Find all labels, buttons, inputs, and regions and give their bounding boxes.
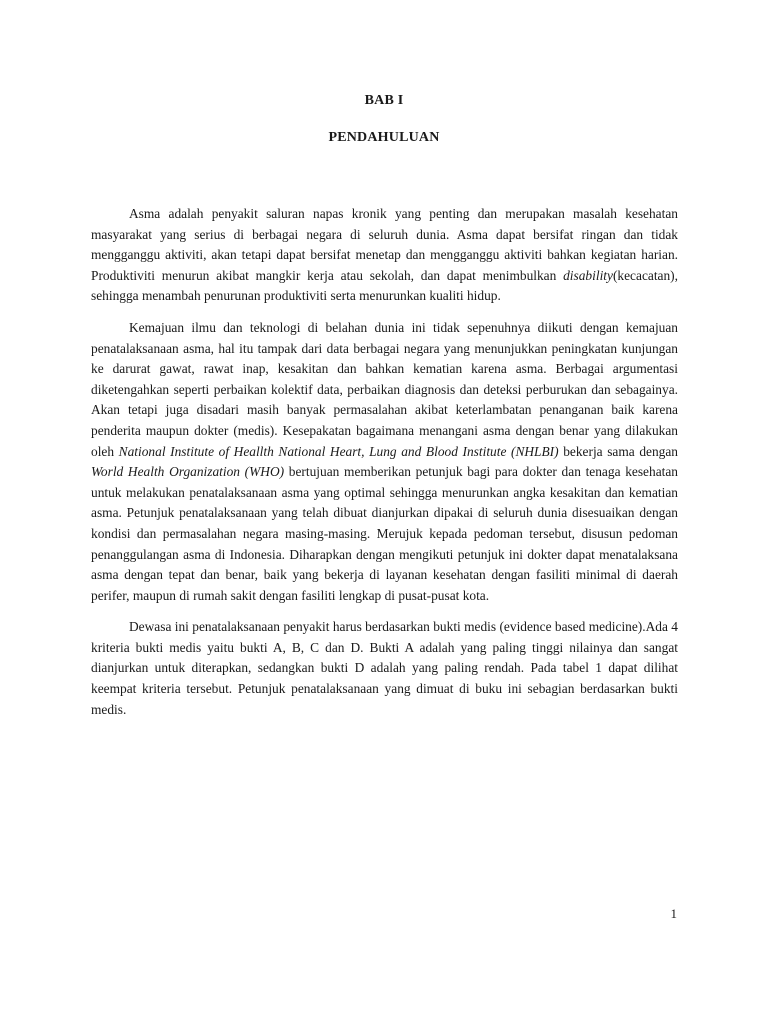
text-run: Kemajuan ilmu dan teknologi di belahan dunia ini tidak sepenuhnya diikuti dengan kemajuan penatalaksanaan asma, hal itu tampak dari data berbagai negara yang menunjukkan peningkatan kunjungan ke darurat gawat, rawat inap, kesakitan dan bahkan kematian karena asma. Berbagai argumentasi diketengahkan seperti perbaikan kolektif data, perbaikan diagnosis dan deteksi perburukan dan sebagainya. Akan tetapi juga disadari masih banyak permasalahan akibat keterlambatan penanganan baik karena penderita maupun dokter (medis). Kesepakatan bagaimana menangani asma dengan benar yang dilakukan oleh	[91, 319, 678, 459]
chapter-title: PENDAHULUAN	[328, 130, 440, 145]
text-run: bertujuan memberikan petunjuk bagi para dokter dan tenaga kesehatan untuk melakukan penatalaksanaan asma yang optimal sehingga menurunkan angka kesakitan dan kematian asma. Petunjuk penatalaksanaan yang telah dibuat dianjurkan dipakai di seluruh dunia disesuaikan dengan kondisi dan permasalahan negara masing-masing. Merujuk kepada pedoman tersebut, disusun pedoman penanggulangan asma di Indonesia. Diharapkan dengan mengikuti petunjuk ini dokter dapat menatalaksana asma dengan tepat dan benar, baik yang bekerja di layanan kesehatan dengan fasiliti minimal di daerah perifer, maupun di rumah sakit dengan fasiliti lengkap di pusat-pusat kota.	[91, 464, 678, 603]
page-number: 1	[670, 906, 677, 921]
paragraph	[91, 318, 678, 606]
text-run: (kecacatan), sehingga menambah penurunan produktiviti serta menurunkan kualiti hidup.	[91, 267, 678, 304]
text-run: bekerja sama dengan	[558, 443, 679, 459]
italic-run: National Institute of Heallth National Heart, Lung and Blood Institute (NHLBI)	[118, 443, 559, 459]
paragraph	[91, 204, 678, 307]
text-run: Asma adalah penyakit saluran napas kronik yang penting dan merupakan masalah kesehatan masyarakat yang serius di berbagai negara di seluruh dunia. Asma dapat bersifat ringan dan tidak mengganggu aktiviti, akan tetapi dapat bersifat menetap dan mengganggu aktiviti bahkan kegiatan harian. Produktiviti menurun akibat mangkir kerja atau sekolah, dan dapat menimbulkan	[91, 206, 678, 283]
paragraph	[91, 617, 678, 720]
italic-run: World Health Organization (WHO)	[91, 464, 285, 480]
body-text	[91, 204, 678, 731]
italic-run: disability	[563, 267, 613, 283]
text-run: Dewasa ini penatalaksanaan penyakit harus berdasarkan bukti medis (evidence based medicine).Ada 4 kriteria bukti medis yaitu bukti A, B, C dan D. Bukti A adalah yang paling tinggi nilainya dan sangat dianjurkan untuk diterapkan, sedangkan bukti D adalah yang paling rendah. Pada tabel 1 dapat dilihat keempat kriteria tersebut. Petunjuk penatalaksanaan yang dimuat di buku ini sebagian berdasarkan bukti medis.	[91, 619, 678, 717]
chapter-number: BAB I	[364, 93, 404, 108]
